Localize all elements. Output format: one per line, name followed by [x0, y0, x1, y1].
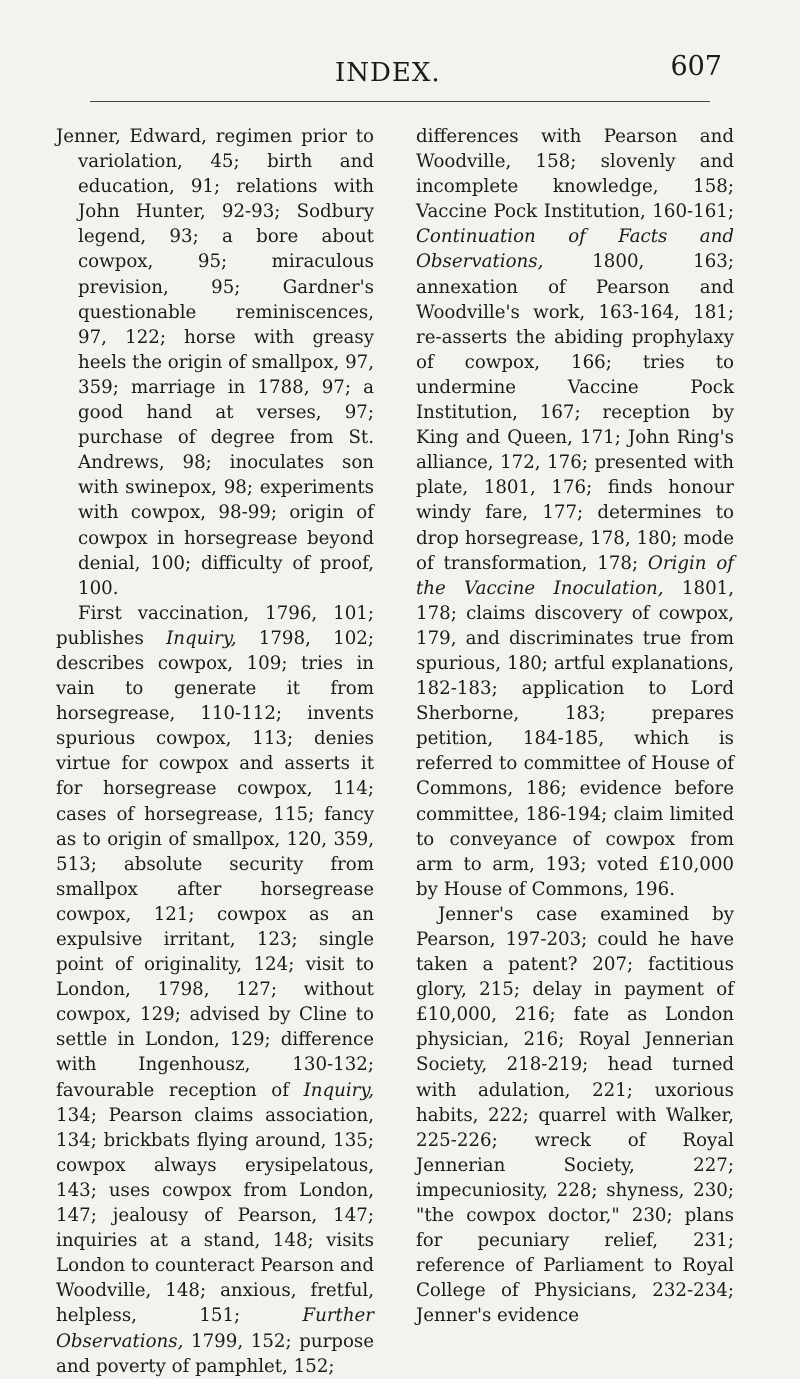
work-title: Origin of the Vaccine Inoculation,	[416, 552, 734, 599]
entry-text: 1799, 152; purpose and poverty of pamphlet, 152;	[56, 1330, 374, 1377]
entry-text: 134; Pearson claims association, 134; brickbats flying around, 135; cowpox always erysipelatous, 143; uses cowpox from London, 147; jealousy of Pearson, 147; inquiries at a stand, 148; visits London to counteract Pearson and Woodville, 148; anxious, fretful, helpless, 151;	[56, 1104, 375, 1327]
entry-text: 1801, 178; claims discovery of cowpox, 179, and discriminates true from spurious, 180; artful explanations, 182-183; application to Lord Sherborne, 183; prepares petition, 184-185, which is referred to committee of House of Commons, 186; evidence before committee, 186-194; claim limited to conveyance of cowpox from arm to arm, 193; voted £10,000 by House of Commons, 196.	[416, 577, 734, 900]
work-title: Inquiry,	[303, 1079, 374, 1101]
entry-text: First vaccination, 1796, 101; publishes	[56, 602, 374, 649]
entry-text: differences with Pearson and Woodville, 158; slovenly and incomplete knowledge, 158; Vaccine Pock Institution, 160-161;	[416, 126, 734, 223]
entry-text: 1798, 102; describes cowpox, 109; tries in vain to generate it from horsegrease, 110-112; invents spurious cowpox, 113; denies virtue for cowpox and asserts it for horsegrease cowpox, 114; cases of horsegrease, 115; fancy as to origin of smallpox, 120, 359, 513; absolute security from smallpox after horsegrease cowpox, 121; cowpox as an expulsive irritant, 123; single point of originality, 124; visit to London, 1798, 127; without cowpox, 129; advised by Cline to settle in London, 129; difference with Ingenhousz, 130-132; favourable reception of	[56, 627, 374, 1101]
index-subentry	[416, 902, 734, 1329]
index-subentry	[56, 601, 374, 1379]
index-subentry-continued	[416, 124, 734, 902]
entry-text: Jenner, Edward, regimen prior to variolation, 45; birth and education, 91; relations with John Hunter, 92-93; Sodbury legend, 93; a bore about cowpox, 95; miraculous prevision, 95; Gardner's questionable reminiscences, 97, 122; horse with greasy heels the origin of smallpox, 97, 359; marriage in 1788, 97; a good hand at verses, 97; purchase of degree from St. Andrews, 98; inoculates son with swinepox, 98; experiments with cowpox, 98-99; origin of cowpox in horsegrease beyond denial, 100; difficulty of proof, 100.	[56, 126, 375, 599]
work-title: Inquiry,	[166, 627, 237, 649]
index-column-right	[416, 124, 734, 1329]
page-title: INDEX.	[335, 58, 441, 88]
entry-text: Jenner's case examined by Pearson, 197-203; could he have taken a patent? 207; factitious glory, 215; delay in payment of £10,000, 216; fate as London physician, 216; Royal Jennerian Society, 218-219; head turned with adulation, 221; uxorious habits, 222; quarrel with Walker, 225-226; wreck of Royal Jennerian Society, 227; impecuniosity, 228; shyness, 230; "the cowpox doctor," 230; plans for pecuniary relief, 231; reference of Parliament to Royal College of Physicians, 232-234; Jenner's evidence	[416, 903, 734, 1327]
index-entry-jenner	[56, 124, 374, 601]
header-rule	[90, 101, 710, 102]
work-title: Further Observations,	[56, 1305, 374, 1352]
running-head	[90, 46, 722, 106]
page-number: 607	[670, 51, 722, 82]
index-column-left	[56, 124, 374, 1379]
work-title: Continuation of Facts and Observations,	[416, 226, 734, 273]
entry-text: 1800, 163; annexation of Pearson and Woodville's work, 163-164, 181; re-asserts the abiding prophylaxy of cowpox, 166; tries to undermine Vaccine Pock Institution, 167; reception by King and Queen, 171; John Ring's alliance, 172, 176; presented with plate, 1801, 176; finds honour windy fare, 177; determines to drop horsegrease, 178, 180; mode of transformation, 178;	[416, 251, 734, 574]
